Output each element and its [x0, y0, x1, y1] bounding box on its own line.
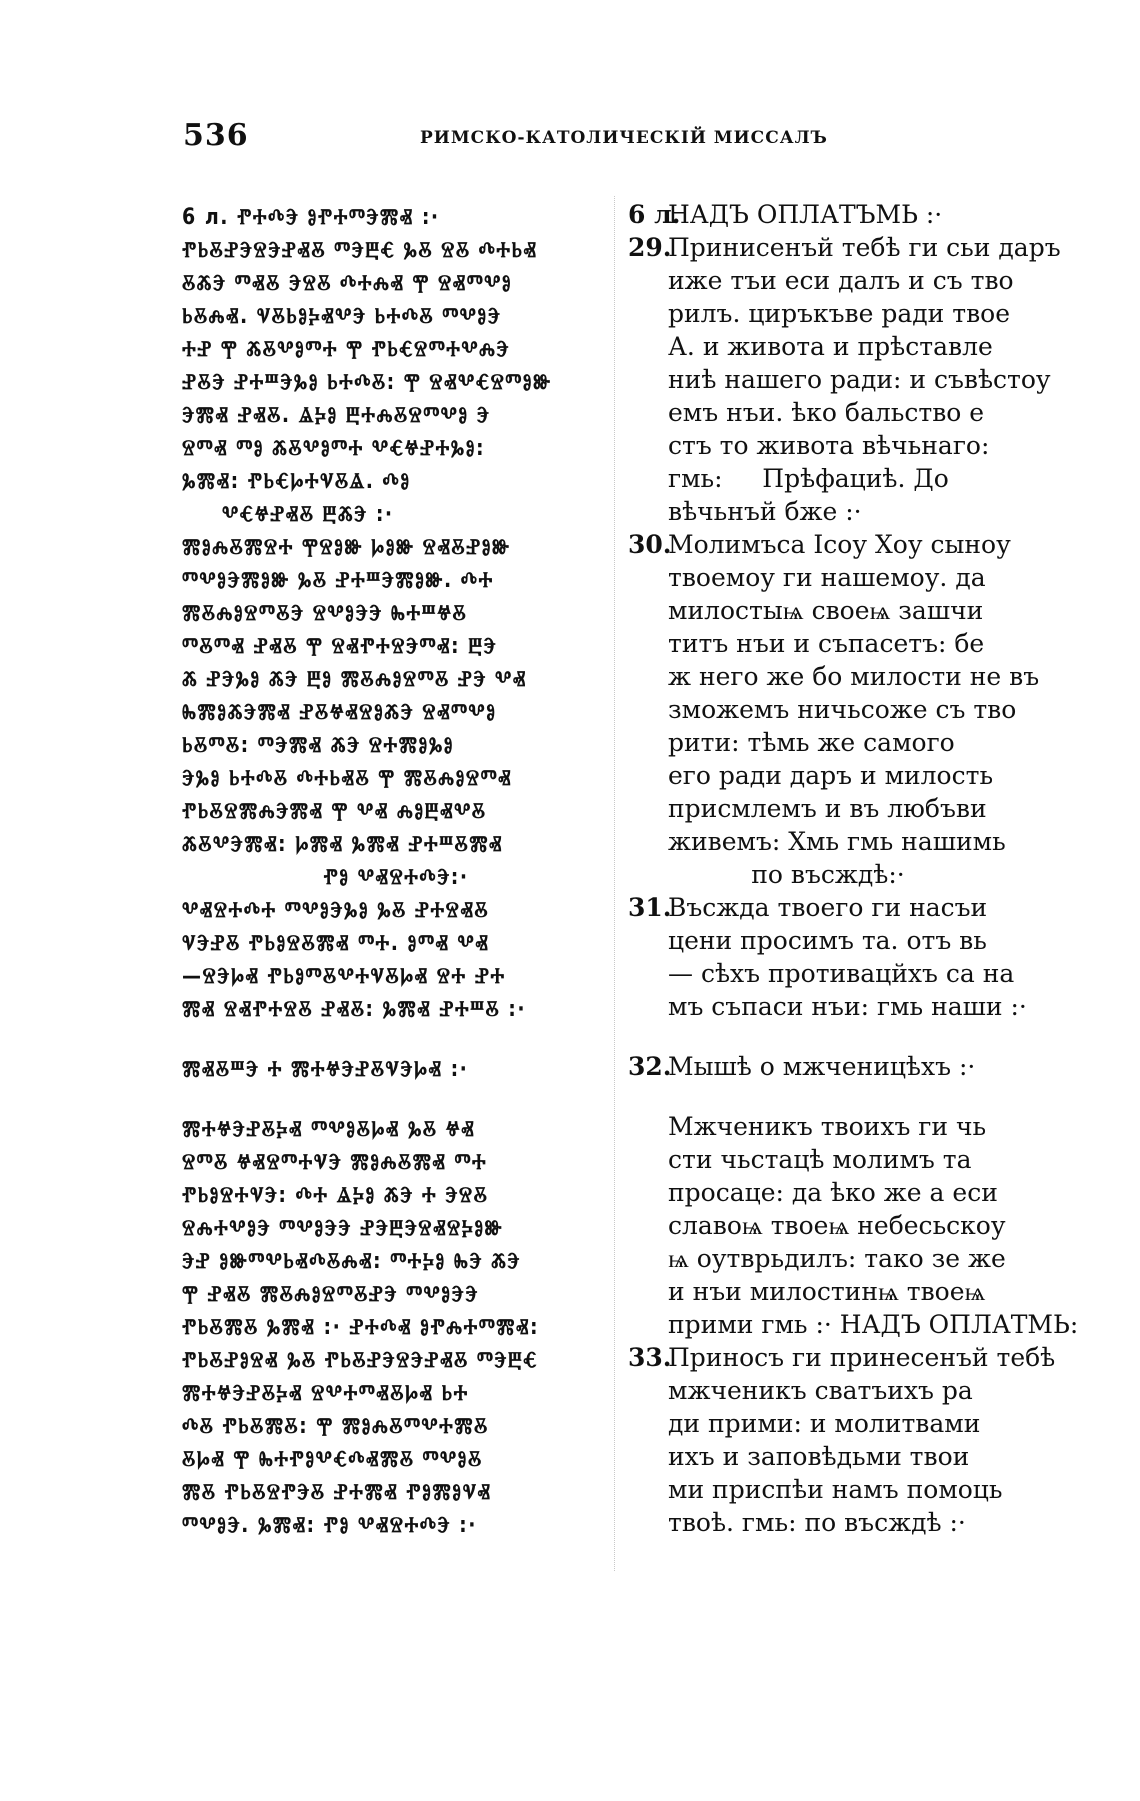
cyrillic-line: [628, 660, 1040, 693]
glagolitic-text: ⰏⰋ ⰒⰓⰋⰔⰒⰅⰋ ⰐⰀⰏⰟ ⰒⰑⰏⰑⰜⰟ: [182, 1479, 492, 1505]
glagolitic-text: ⰕⰂⰑⰅⰏⰑⰖ ⰃⰋ ⰐⰀⰞⰅⰏⰑⰖ. ⰄⰀ: [182, 567, 494, 593]
cyrillic-line: [628, 561, 1028, 594]
cyrillic-line: [628, 627, 1028, 660]
glagolitic-text: ⰔⰎⰀⰂⰑⰅ ⰕⰂⰑⰅⰅ ⰐⰅⰁⰅⰔⰟⰔⰍⰑⰖ: [182, 1215, 504, 1241]
glagolitic-line: [182, 792, 610, 825]
cyrillic-line: [628, 693, 1028, 726]
glagolitic-line: [182, 1275, 610, 1308]
glagolitic-text: ⰔⰕⰋ ⰝⰟⰔⰕⰀⰜⰅ ⰏⰑⰎⰋⰏⰟ ⰕⰀ: [182, 1149, 488, 1175]
glagolitic-text: ⰋⰆⰅ ⰕⰟⰋ ⰅⰔⰋ ⰄⰀⰎⰟ Ⰹ ⰔⰟⰕⰂⰑ: [182, 270, 513, 296]
verse-number: 30.: [628, 530, 672, 559]
glagolitic-text: ⰏⰑⰎⰋⰏⰔⰀ ⰉⰔⰑⰖ ⰘⰑⰖ ⰔⰟⰋⰐⰑⰖ: [182, 534, 511, 560]
glagolitic-text: ⰋⰘⰟ Ⰹ ⰈⰀⰒⰑⰂⰤⰄⰟⰏⰋ ⰕⰂⰑⰋ: [182, 1446, 483, 1472]
glagolitic-line: [182, 462, 610, 495]
glagolitic-line: [182, 1506, 610, 1539]
cyrillic-line: [628, 594, 1028, 627]
glagolitic-text: ⰕⰋⰕⰟ ⰐⰟⰋ Ⰹ ⰔⰟⰒⰀⰔⰅⰕⰟ: ⰁⰅ: [182, 633, 498, 659]
glagolitic-text: ⰒⰓⰑⰔⰀⰜⰅ: ⰄⰀ ⰡⰍⰑ ⰆⰅ Ⰰ ⰅⰔⰋ: [182, 1182, 489, 1208]
glagolitic-text: ⰂⰤⰝⰐⰟⰋ ⰁⰆⰅ :·: [222, 501, 394, 527]
glagolitic-line: [182, 759, 610, 792]
cyrillic-text: Мжченикъ твоихъ ги чь: [668, 1112, 987, 1141]
glagolitic-line: [182, 429, 610, 462]
cyrillic-line: [628, 759, 1028, 792]
cyrillic-line: [628, 726, 1028, 759]
glagolitic-text: ⰏⰋⰎⰑⰔⰕⰋⰅ ⰔⰂⰑⰅⰅ ⰈⰀⰞⰝⰋ: [182, 600, 468, 626]
verse-number: 31.: [628, 893, 672, 922]
cyrillic-text: мжченикъ сватъихъ ра: [668, 1376, 973, 1405]
glagolitic-line: [182, 363, 610, 396]
glagolitic-line: [182, 1374, 610, 1407]
page-number: 536: [183, 118, 249, 153]
glagolitic-text: ⰂⰟⰔⰀⰄⰀ ⰕⰂⰑⰅⰃⰑ ⰃⰋ ⰐⰀⰔⰟⰋ: [182, 897, 490, 923]
glagolitic-line: [182, 1341, 610, 1374]
cyrillic-line: [628, 891, 1028, 924]
glagolitic-text: ⰓⰋⰕⰋ: ⰕⰅⰏⰟ ⰆⰅ ⰔⰀⰏⰑⰃⰑ: [182, 732, 455, 758]
cyrillic-line: [628, 1473, 1028, 1506]
glagolitic-line: [182, 1407, 610, 1440]
cyrillic-text: Въсжда твоего ги насъи: [668, 893, 988, 922]
cyrillic-text: милостыѩ своеѩ зашчи: [668, 596, 984, 625]
cyrillic-text: Принисенъй тебѣ ги сьи даръ: [668, 233, 1061, 262]
cyrillic-text: рити: тѣмь же самого: [668, 728, 955, 757]
cyrillic-line: [628, 1110, 1028, 1143]
glagolitic-line: [182, 1143, 610, 1176]
glagolitic-text: ⰒⰓⰋⰏⰋ ⰃⰏⰟ :· ⰐⰀⰄⰟ ⰑⰒⰎⰀⰕⰏⰟ:: [182, 1314, 540, 1340]
glagolitic-line: [182, 1110, 610, 1143]
cyrillic-line: [628, 825, 1028, 858]
right-column-cyrillic: [628, 198, 1079, 1539]
glagolitic-line: [182, 594, 610, 627]
glagolitic-line: [182, 693, 610, 726]
cyrillic-line: [628, 957, 1028, 990]
cyrillic-line: [628, 363, 1051, 396]
cyrillic-line: [628, 1341, 1056, 1374]
glagolitic-line: [182, 660, 610, 693]
glagolitic-line: [182, 726, 610, 759]
running-title: РИМСКО-КАТОЛИЧЕСКІЙ МИССАЛЪ: [420, 128, 828, 148]
cyrillic-text: по въсждѣ:·: [751, 860, 905, 889]
glagolitic-line: [182, 924, 610, 957]
glagolitic-text: Ⰹ ⰐⰟⰋ ⰏⰋⰎⰑⰔⰕⰋⰐⰅ ⰕⰂⰑⰅⰅ: [182, 1281, 479, 1307]
cyrillic-text: ж него же бо милости не въ: [668, 662, 1040, 691]
glagolitic-text: ⰔⰕⰟ ⰕⰑ ⰆⰋⰂⰑⰕⰀ ⰂⰤⰝⰐⰀⰃⰑ:: [182, 435, 486, 461]
glagolitic-line: [182, 627, 610, 660]
glagolitic-line: [182, 1308, 610, 1341]
glagolitic-line: [182, 1209, 610, 1242]
cyrillic-text: ди прими: и молитвами: [668, 1409, 981, 1438]
glagolitic-line: [182, 1440, 610, 1473]
glagolitic-text: ⰓⰋⰎⰟ. ⰜⰋⰓⰑⰍⰟⰂⰅ ⰓⰀⰄⰋ ⰕⰂⰑⰅ: [182, 303, 502, 329]
cyrillic-line: [628, 297, 1028, 330]
glagolitic-text: ⰒⰓⰋⰐⰑⰔⰟ ⰃⰋ ⰒⰓⰋⰐⰅⰔⰅⰐⰟⰋ ⰕⰅⰁⰤ: [182, 1347, 539, 1373]
glagolitic-line: [182, 957, 610, 990]
cyrillic-line: [628, 1050, 1028, 1083]
glagolitic-text: ⰏⰀⰝⰅⰐⰋⰍⰟ ⰕⰂⰑⰋⰘⰟ ⰃⰋ ⰝⰟ: [182, 1116, 476, 1142]
cyrillic-line: [628, 1440, 1028, 1473]
cyrillic-text: славоѩ твоеѩ небесьскоу: [668, 1211, 1006, 1240]
cyrillic-text: сти чьстацѣ молимъ та: [668, 1145, 972, 1174]
section-gap: [628, 1023, 1028, 1050]
glagolitic-line: [182, 990, 610, 1023]
cyrillic-text: Приносъ ги принесенъй тебѣ: [668, 1343, 1056, 1372]
glagolitic-line: [182, 825, 610, 858]
cyrillic-text: ихъ и заповѣдьми твои: [668, 1442, 970, 1471]
cyrillic-line: [628, 1374, 1028, 1407]
glagolitic-text: ⰅⰏⰟ ⰐⰟⰋ. ⰡⰍⰑ ⰁⰀⰎⰋⰔⰕⰂⰑ Ⰵ: [182, 402, 491, 428]
cyrillic-line: [628, 792, 1028, 825]
cyrillic-text: НАДЪ ОПЛАТЪМЬ :·: [668, 200, 943, 229]
cyrillic-text: присмлемъ и въ любъви: [668, 794, 987, 823]
glagolitic-text: ⰄⰋ ⰒⰓⰋⰏⰋ: Ⰹ ⰏⰑⰎⰋⰕⰂⰀⰏⰋ: [182, 1413, 489, 1439]
glagolitic-text: ⰅⰃⰑ ⰓⰀⰄⰋ ⰄⰀⰓⰟⰋ Ⰹ ⰏⰋⰎⰑⰔⰕⰟ: [182, 765, 513, 791]
cyrillic-line: [628, 1209, 1028, 1242]
cyrillic-text: ѩ оутврьдилъ: тако зе же: [668, 1244, 1006, 1273]
glagolitic-line: [182, 561, 610, 594]
cyrillic-text: твоѣ. гмь: по въсждѣ :·: [668, 1508, 966, 1537]
glagolitic-line: [182, 1473, 610, 1506]
cyrillic-text: твоемоу ги нашемоу. да: [668, 563, 986, 592]
glagolitic-text: ⰀⰐ Ⰹ ⰆⰋⰂⰑⰕⰀ Ⰹ ⰒⰓⰤⰔⰕⰀⰂⰎⰅ: [182, 336, 511, 362]
cyrillic-text: иже тъи еси далъ и съ тво: [668, 266, 1014, 295]
cyrillic-text: — сѣхъ противацйхъ са на: [668, 959, 1015, 988]
cyrillic-text: прими гмь :· НАДЪ ОПЛАТМЬ:: [668, 1310, 1079, 1339]
glagolitic-text: ⰈⰏⰑⰆⰅⰏⰟ ⰐⰋⰝⰟⰔⰑⰆⰅ ⰔⰟⰕⰂⰑ: [182, 699, 497, 725]
glagolitic-text: —ⰔⰅⰘⰟ ⰒⰓⰑⰕⰋⰂⰀⰜⰋⰘⰟ ⰔⰀ ⰐⰀ: [182, 963, 506, 989]
glagolitic-line: [182, 330, 610, 363]
verse-number: 33.: [628, 1343, 672, 1372]
glagolitic-text: ⰅⰐ ⰑⰖⰕⰂⰓⰟⰄⰋⰎⰟ: ⰕⰀⰍⰑ ⰈⰅ ⰆⰅ: [182, 1248, 521, 1274]
cyrillic-text: мъ съпаси нъи: гмь наши :·: [668, 992, 1027, 1021]
cyrillic-text: А. и живота и прѣставле: [668, 332, 993, 361]
cyrillic-text: ми приспѣи намъ помоць: [668, 1475, 1003, 1504]
glagolitic-text: ⰜⰅⰐⰋ ⰒⰓⰑⰔⰋⰏⰟ ⰕⰀ. ⰑⰕⰟ ⰂⰟ: [182, 930, 490, 956]
cyrillic-text: зможемъ ничьсоже съ тво: [668, 695, 1017, 724]
cyrillic-line: [628, 231, 1061, 264]
cyrillic-text: стъ то живота вѣчьнаго:: [668, 431, 990, 460]
cyrillic-line: [628, 1143, 1028, 1176]
cyrillic-line: [628, 924, 1028, 957]
glagolitic-text: ⰒⰓⰋⰔⰏⰎⰅⰏⰟ Ⰹ ⰂⰟ ⰎⰑⰁⰟⰂⰋ: [182, 798, 487, 824]
cyrillic-text: цени просимъ та. отъ вь: [668, 926, 987, 955]
cyrillic-line: [628, 528, 1028, 561]
column-divider: [614, 196, 615, 1571]
glagolitic-text: ⰕⰂⰑⰅ. ⰃⰏⰟ: ⰒⰑ ⰂⰟⰔⰀⰄⰅ :·: [182, 1512, 477, 1538]
glagolitic-line: [182, 1050, 610, 1083]
glagolitic-line: [182, 198, 610, 231]
glagolitic-line: [182, 1176, 610, 1209]
cyrillic-line: [628, 1242, 1028, 1275]
glagolitic-line: [182, 528, 610, 561]
cyrillic-text: емъ нъи. ѣко бальство е: [668, 398, 985, 427]
cyrillic-line: [628, 858, 1028, 891]
glagolitic-text: 6 л. ⰒⰀⰄⰅ ⰑⰒⰀⰕⰅⰏⰟ :·: [182, 204, 440, 230]
glagolitic-text: ⰏⰀⰝⰅⰐⰋⰍⰟ ⰔⰂⰀⰕⰟⰋⰘⰟ ⰓⰀ: [182, 1380, 469, 1406]
glagolitic-text: ⰆⰋⰂⰅⰏⰟ: ⰘⰏⰟ ⰃⰏⰟ ⰐⰀⰞⰋⰏⰟ: [182, 831, 503, 857]
cyrillic-text: и нъи милостинѩ твоеѩ: [668, 1277, 986, 1306]
glagolitic-line: [182, 231, 610, 264]
cyrillic-line: [628, 990, 1028, 1023]
glagolitic-text: ⰒⰑ ⰂⰟⰔⰀⰄⰅ:·: [323, 864, 469, 890]
cyrillic-line: [628, 264, 1028, 297]
cyrillic-line: [628, 1176, 1028, 1209]
glagolitic-text: Ⰶ ⰐⰅⰃⰑ ⰆⰅ ⰁⰑ ⰏⰋⰎⰑⰔⰕⰋ ⰐⰅ ⰂⰟ: [182, 666, 527, 692]
verse-number: 32.: [628, 1052, 672, 1081]
cyrillic-text: рилъ. циръкъве ради твое: [668, 299, 1011, 328]
glagolitic-text: ⰃⰏⰟ: ⰒⰓⰤⰘⰀⰜⰋⰡ. ⰄⰑ: [182, 468, 411, 494]
glagolitic-line: [182, 264, 610, 297]
cyrillic-line: [628, 1407, 1028, 1440]
cyrillic-text: его ради даръ и милость: [668, 761, 994, 790]
glagolitic-line: [182, 1242, 610, 1275]
cyrillic-text: живемъ: Хмь гмь нашимь: [668, 827, 1006, 856]
glagolitic-line: [182, 297, 610, 330]
glagolitic-text: ⰏⰟ ⰔⰟⰒⰀⰔⰋ ⰐⰟⰋ: ⰃⰏⰟ ⰐⰀⰞⰋ :·: [182, 996, 527, 1022]
cyrillic-line: [628, 330, 1028, 363]
cyrillic-line: [628, 396, 1028, 429]
cyrillic-text: вѣчьнъй бже :·: [668, 497, 862, 526]
cyrillic-text: титъ нъи и съпасетъ: бе: [668, 629, 985, 658]
verse-number: 6 л.: [628, 200, 681, 229]
left-column-glagolitic: [182, 198, 610, 1539]
cyrillic-line: [628, 198, 1028, 231]
cyrillic-line: [628, 1308, 1079, 1341]
glagolitic-text: ⰐⰋⰅ ⰐⰀⰞⰅⰃⰑ ⰓⰀⰄⰋ: Ⰹ ⰔⰟⰂⰤⰔⰕⰑⰖ: [182, 369, 552, 395]
cyrillic-text: просаце: да ѣко же а еси: [668, 1178, 998, 1207]
glagolitic-text: ⰏⰟⰋⰞⰅ Ⰰ ⰏⰀⰝⰅⰐⰋⰜⰅⰘⰟ :·: [182, 1056, 469, 1082]
glagolitic-text: ⰒⰓⰋⰐⰅⰔⰅⰐⰟⰋ ⰕⰅⰁⰤ ⰃⰋ ⰔⰋ ⰄⰀⰓⰟ: [182, 237, 538, 263]
cyrillic-text: ниѣ нашего ради: и съвѣстоу: [668, 365, 1051, 394]
verse-number: 29.: [628, 233, 672, 262]
cyrillic-text: Мышѣ о мжченицѣхъ :·: [668, 1052, 976, 1081]
cyrillic-line: [628, 495, 1028, 528]
cyrillic-line: [628, 1275, 1028, 1308]
section-gap: [628, 1083, 1028, 1110]
cyrillic-line: [628, 462, 1028, 495]
cyrillic-text: гмь: Прѣфациѣ. До: [668, 464, 949, 493]
cyrillic-line: [628, 429, 1028, 462]
cyrillic-line: [628, 1506, 1028, 1539]
glagolitic-line: [182, 891, 610, 924]
cyrillic-text: Молимъса Ісоу Хоу сыноу: [668, 530, 1011, 559]
